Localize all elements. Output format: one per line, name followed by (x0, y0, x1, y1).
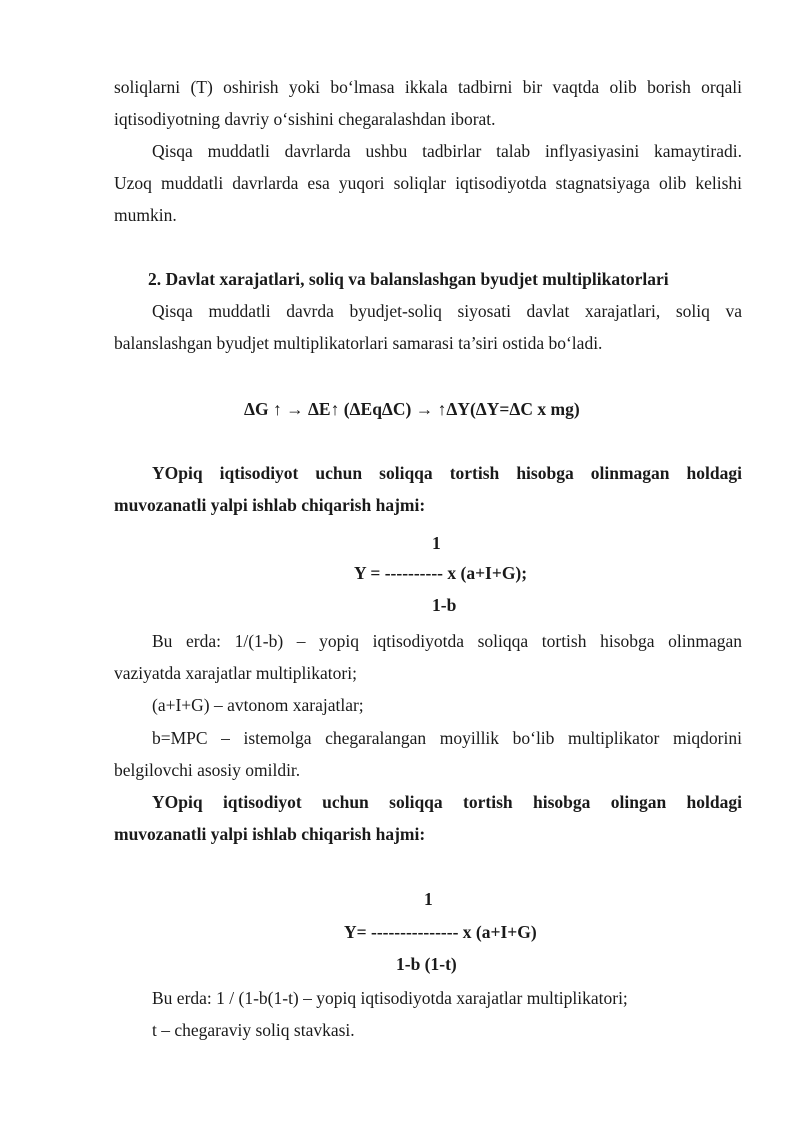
explanation-1-line-3: (a+I+G) – avtonom xarajatlar; (152, 695, 364, 715)
closed-no-tax-denominator: 1-b (432, 595, 457, 615)
closed-with-tax-heading-line-1: YOpiq iqtisodiyot uchun soliqqa tortish hisobga olingan holdagi (152, 792, 742, 812)
paragraph-1-line-2: iqtisodiyotning davriy o‘sishini chegaralashdan iborat. (114, 109, 496, 129)
formula-chain: ΔG ↑ → ΔE↑ (ΔEqΔC) → ↑ΔY(ΔY=ΔC x mg) (244, 399, 580, 419)
paragraph-3-line-2: balanslashgan byudjet multiplikatorlari samarasi ta’siri ostida bo‘ladi. (114, 333, 603, 353)
paragraph-3-line-1: Qisqa muddatli davrda byudjet-soliq siyosati davlat xarajatlari, soliq va (152, 301, 742, 321)
closed-with-tax-heading-line-2: muvozanatli yalpi ishlab chiqarish hajmi: (114, 824, 426, 844)
closed-with-tax-equation: Y= --------------- x (a+I+G) (344, 922, 537, 942)
section-heading: 2. Davlat xarajatlari, soliq va balanslashgan byudjet multiplikatorlari (148, 269, 669, 289)
explanation-1-line-2: vaziyatda xarajatlar multiplikatori; (114, 663, 357, 683)
paragraph-2-line-1: Qisqa muddatli davrlarda ushbu tadbirlar talab inflyasiyasini kamaytiradi. (152, 141, 742, 161)
closed-with-tax-numerator: 1 (424, 889, 433, 909)
paragraph-2-line-2: Uzoq muddatli davrlarda esa yuqori soliqlar iqtisodiyotda stagnatsiyaga olib kelishi (114, 173, 742, 193)
paragraph-2-line-3: mumkin. (114, 205, 177, 225)
explanation-2-line-1: Bu erda: 1 / (1-b(1-t) – yopiq iqtisodiyotda xarajatlar multiplikatori; (152, 988, 628, 1008)
closed-no-tax-heading-line-2: muvozanatli yalpi ishlab chiqarish hajmi: (114, 495, 426, 515)
closed-with-tax-denominator: 1-b (1-t) (396, 954, 457, 974)
closed-no-tax-equation: Y = ---------- x (a+I+G); (354, 563, 528, 583)
explanation-1-line-4: b=MPC – istemolga chegaralangan moyillik bo‘lib multiplikator miqdorini (152, 728, 742, 748)
closed-no-tax-numerator: 1 (432, 533, 441, 553)
explanation-1-line-5: belgilovchi asosiy omildir. (114, 760, 301, 780)
explanation-2-line-2: t – chegaraviy soliq stavkasi. (152, 1020, 355, 1040)
closed-no-tax-heading-line-1: YOpiq iqtisodiyot uchun soliqqa tortish hisobga olinmagan holdagi (152, 463, 742, 483)
explanation-1-line-1: Bu erda: 1/(1-b) – yopiq iqtisodiyotda soliqqa tortish hisobga olinmagan (152, 631, 742, 651)
paragraph-1-line-1: soliqlarni (T) oshirish yoki bo‘lmasa ikkala tadbirni bir vaqtda olib borish orqali (114, 77, 742, 97)
